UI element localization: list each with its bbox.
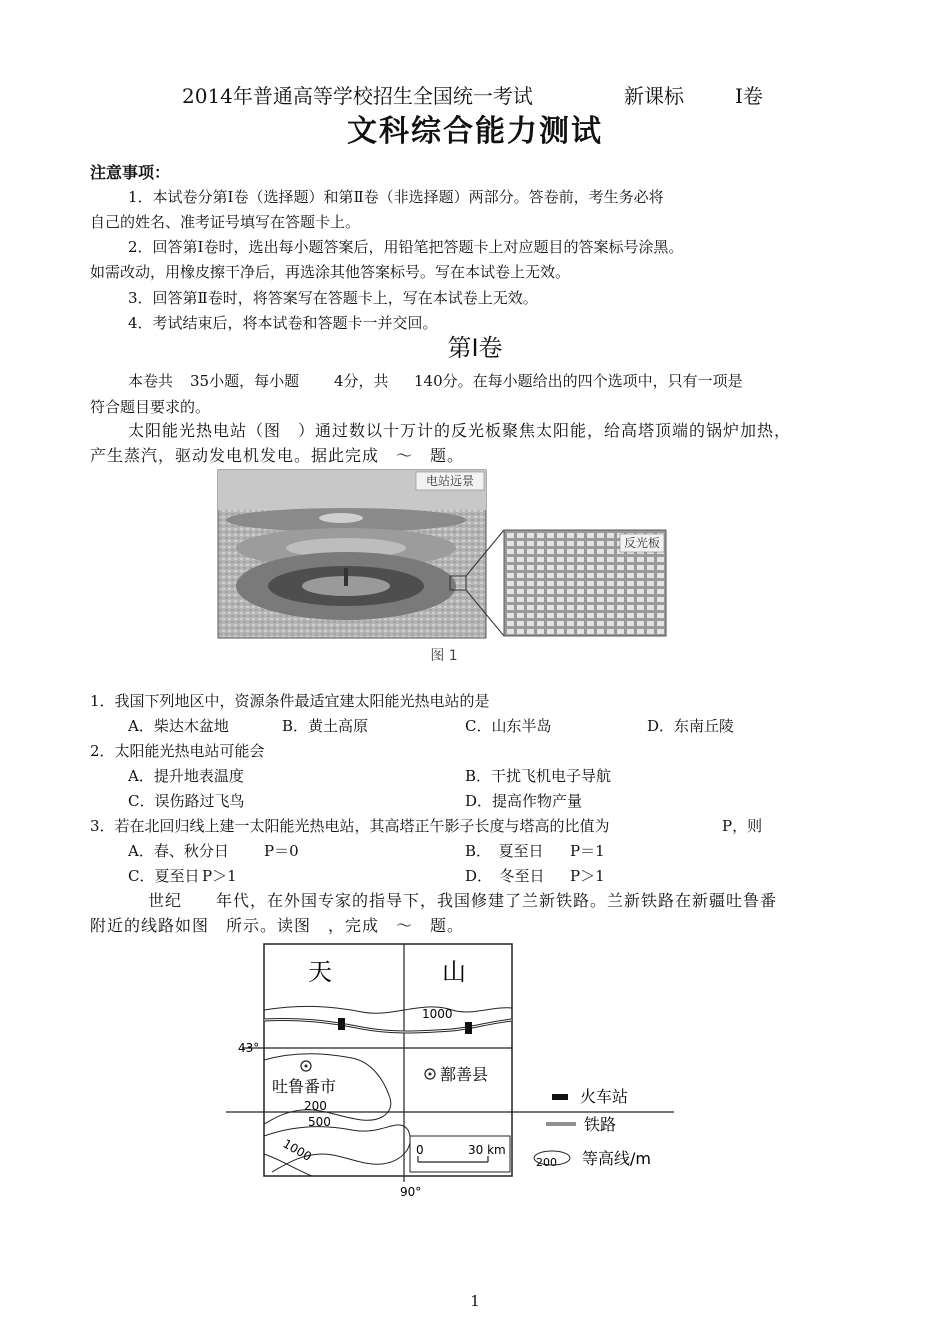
photo-label-right: 反光板 <box>623 536 661 550</box>
q3-option-b-value: P＝1 <box>570 842 605 860</box>
label-contour-1000: 1000 <box>280 1136 314 1164</box>
paper-number: I卷 <box>735 84 763 108</box>
figure-1 <box>216 468 672 664</box>
legend-contour-label: 等高线/m <box>582 1149 651 1168</box>
photo-label-left: 电站远景 <box>425 474 475 488</box>
station-icon-2 <box>465 1022 472 1034</box>
q2-option-c: C．误伤路过飞鸟 <box>128 792 245 810</box>
legend-station-label: 火车站 <box>580 1087 629 1106</box>
railway-map <box>222 940 678 1202</box>
q2-option-d: D．提高作物产量 <box>465 792 583 810</box>
label-city: 吐鲁番市 <box>272 1077 337 1096</box>
figure-2-map <box>222 940 678 1202</box>
section-intro-4: 140分。在每小题给出的四个选项中，只有一项是 <box>414 372 743 390</box>
label-shan: 山 <box>442 958 466 986</box>
q3-option-b-label: B． 夏至日 <box>465 842 544 860</box>
section-intro-1: 本卷共 <box>128 372 174 390</box>
q3-stem: 3．若在北回归线上建一太阳能光热电站，其高塔正午影子长度与塔高的比值为 <box>90 817 610 835</box>
section-intro-3: 4分，共 <box>334 372 389 390</box>
q3-option-d-label: D． 冬至日 <box>465 867 545 885</box>
notice-item-1a: 1．本试卷分第Ⅰ卷（选择题）和第Ⅱ卷（非选择题）两部分。答卷前，考生务必将 <box>128 188 664 206</box>
tower-icon <box>344 568 348 586</box>
q1-option-d: D．东南丘陵 <box>647 717 735 735</box>
label-scale-30: 30 km <box>468 1143 506 1157</box>
section-intro-2: 35小题，每小题 <box>190 372 300 390</box>
figure-1-caption: 图 1 <box>430 648 458 664</box>
q3-option-d-value: P＞1 <box>570 867 605 885</box>
label-scale-0: 0 <box>416 1143 424 1157</box>
legend-contour-value: 200 <box>536 1156 557 1169</box>
passage1-line2: 产生蒸汽，驱动发电机发电。据此完成 ～ 题。 <box>90 446 465 465</box>
q2-option-a: A．提升地表温度 <box>128 767 244 785</box>
q3-option-a-value: P＝0 <box>264 842 299 860</box>
label-county: 鄯善县 <box>440 1065 489 1084</box>
label-tian: 天 <box>308 958 332 986</box>
label-contour-200: 200 <box>304 1099 327 1113</box>
section-intro-line2: 符合题目要求的。 <box>90 398 211 416</box>
notice-item-2b: 如需改动，用橡皮擦干净后，再选涂其他答案标号。写在本试卷上无效。 <box>90 263 571 281</box>
q1-option-a: A．柴达木盆地 <box>128 717 229 735</box>
q3-option-c-label: C．夏至日 <box>128 867 200 885</box>
label-latitude: 43° <box>238 1041 260 1055</box>
q3-p-label: P，则 <box>722 817 763 835</box>
notice-heading: 注意事项： <box>90 163 171 182</box>
passage2-line1: 世纪 年代，在外国专家的指导下，我国修建了兰新铁路。兰新铁路在新疆吐鲁番 <box>148 891 778 910</box>
legend-station-icon <box>552 1094 568 1100</box>
paper-label: 新课标 <box>624 84 684 108</box>
q3-option-c-value: P＞1 <box>202 867 237 885</box>
notice-item-1b: 自己的姓名、准考证号填写在答题卡上。 <box>90 213 361 231</box>
q1-option-c: C．山东半岛 <box>465 717 552 735</box>
label-contour-500: 500 <box>308 1115 331 1129</box>
q1-stem: 1．我国下列地区中，资源条件最适宜建太阳能光热电站的是 <box>90 692 490 710</box>
q3-option-a-label: A．春、秋分日 <box>128 842 229 860</box>
section-title: 第Ⅰ卷 <box>447 334 503 362</box>
notice-item-3: 3．回答第Ⅱ卷时，将答案写在答题卡上，写在本试卷上无效。 <box>128 289 538 307</box>
q1-option-b: B．黄土高原 <box>282 717 369 735</box>
passage2-line2: 附近的线路如图 所示。读图 ，完成 ～ 题。 <box>90 916 465 935</box>
exam-title: 2014年普通高等学校招生全国统一考试 <box>182 84 533 108</box>
passage1-line1: 太阳能光热电站（图 ）通过数以十万计的反光板聚焦太阳能，给高塔顶端的锅炉加热， <box>128 421 792 440</box>
label-longitude: 90° <box>400 1185 422 1199</box>
notice-item-2a: 2．回答第Ⅰ卷时，选出每小题答案后，用铅笔把答题卡上对应题目的答案标号涂黑。 <box>128 238 684 256</box>
page-number: 1 <box>470 1292 480 1310</box>
station-icon-1 <box>338 1018 345 1030</box>
notice-item-4: 4．考试结束后，将本试卷和答题卡一并交回。 <box>128 314 438 332</box>
label-contour-1000-top: 1000 <box>422 1007 453 1021</box>
subject-title: 文科综合能力测试 <box>347 114 603 149</box>
figure-1-photo <box>216 468 672 664</box>
legend-rail-label: 铁路 <box>584 1115 617 1134</box>
q2-stem: 2．太阳能光热电站可能会 <box>90 742 265 760</box>
q2-option-b: B．干扰飞机电子导航 <box>465 767 612 785</box>
